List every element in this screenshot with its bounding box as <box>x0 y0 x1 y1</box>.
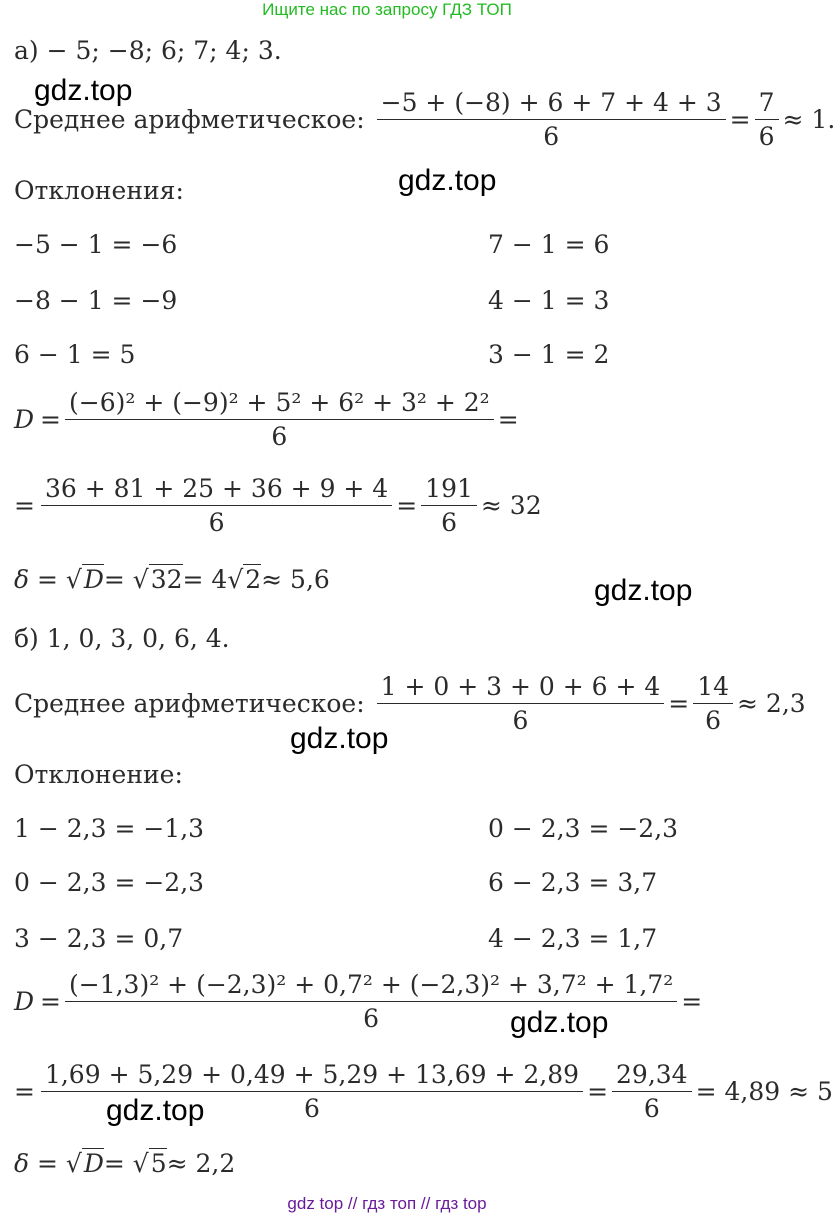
mean-result-numerator: 14 <box>697 672 730 701</box>
equals-sign: = <box>14 491 35 520</box>
top-banner: Ищите нас по запросу ГДЗ ТОП <box>262 0 512 19</box>
mean-numerator: 1 + 0 + 3 + 0 + 6 + 4 <box>380 672 661 701</box>
dispersion-denominator: 6 <box>65 1001 677 1033</box>
mean-fraction <box>379 672 663 735</box>
equals-sign: = <box>681 987 703 1016</box>
dispersion-sum-numerator: 1,69 + 5,29 + 0,49 + 5,29 + 13,69 + 2,89 <box>44 1060 580 1089</box>
part-a-header: а) − 5; −8; 6; 7; 4; 3. <box>14 36 282 65</box>
equals-sign: = <box>40 405 61 434</box>
part-a-mean-row <box>14 88 835 151</box>
part-a-dispersion-row <box>14 388 525 451</box>
dev-a-left-3: 6 − 1 = 5 <box>14 340 136 369</box>
mean-result-fraction <box>695 672 731 735</box>
mean-result-numerator: 7 <box>758 88 775 117</box>
watermark: gdz.top <box>398 164 497 197</box>
dev-a-right-2: 4 − 1 = 3 <box>488 286 610 315</box>
part-b-mean-row <box>14 672 806 735</box>
watermark: gdz.top <box>34 74 133 107</box>
dispersion-symbol: D <box>14 987 35 1016</box>
dispersion-result-numerator: 191 <box>425 474 473 503</box>
bottom-banner: gdz top // гдз топ // гдз top <box>287 1194 487 1213</box>
delta-mid: = √ <box>103 564 149 594</box>
dev-b-left-1: 1 − 2,3 = −1,3 <box>14 814 205 843</box>
watermark: gdz.top <box>290 722 389 755</box>
mean-label: Среднее арифметическое: <box>14 105 365 134</box>
dispersion-result-fraction <box>423 474 475 537</box>
sqrt-32: 32 <box>150 565 183 594</box>
sqrt-5: 5 <box>150 1149 167 1178</box>
dispersion-approx: = 4,89 ≈ 5 <box>695 1077 833 1106</box>
dispersion-symbol: D <box>14 405 35 434</box>
dev-a-left-1: −5 − 1 = −6 <box>14 230 178 259</box>
delta-mid2: = 4√ <box>182 564 244 594</box>
part-a-deviation-row <box>14 564 330 594</box>
dev-b-right-1: 0 − 2,3 = −2,3 <box>488 814 679 843</box>
delta-prefix: δ = √ <box>14 1148 82 1178</box>
mean-result-fraction <box>757 88 777 151</box>
dev-b-right-2: 6 − 2,3 = 3,7 <box>488 868 658 897</box>
mean-approx: ≈ 1. <box>782 105 835 134</box>
dispersion-denominator: 6 <box>65 419 494 451</box>
watermark: gdz.top <box>510 1006 609 1039</box>
dev-a-right-1: 7 − 1 = 6 <box>488 230 610 259</box>
equals-sign: = <box>587 1077 609 1106</box>
equals-sign: = <box>396 491 418 520</box>
sqrt-d: D <box>83 565 104 594</box>
dispersion-fraction <box>67 388 492 451</box>
equals-sign: = <box>729 105 751 134</box>
dispersion-approx: ≈ 32 <box>480 491 542 520</box>
mean-result-denominator: 6 <box>755 119 779 151</box>
part-a-dispersion-row-2 <box>14 474 542 537</box>
part-b-header: б) 1, 0, 3, 0, 6, 4. <box>14 624 230 653</box>
dispersion-result-denominator: 6 <box>421 505 477 537</box>
dispersion-sum-fraction <box>43 474 390 537</box>
delta-result: ≈ 5,6 <box>261 564 330 594</box>
mean-denominator: 6 <box>377 119 726 151</box>
dispersion-numerator: (−1,3)² + (−2,3)² + 0,7² + (−2,3)² + 3,7² + 1,7² <box>69 970 674 999</box>
part-a-deviation-label: Отклонения: <box>14 176 184 205</box>
dispersion-sum-denominator: 6 <box>41 505 392 537</box>
dispersion-sum-denominator: 6 <box>41 1091 583 1123</box>
sqrt-2: 2 <box>245 565 262 594</box>
dispersion-sum-numerator: 36 + 81 + 25 + 36 + 9 + 4 <box>44 474 389 503</box>
equals-sign: = <box>497 405 519 434</box>
mean-denominator: 6 <box>377 703 665 735</box>
dev-a-right-3: 3 − 1 = 2 <box>488 340 610 369</box>
dispersion-numerator: (−6)² + (−9)² + 5² + 6² + 3² + 2² <box>69 388 490 417</box>
equals-sign: = <box>14 1077 35 1106</box>
dev-a-left-2: −8 − 1 = −9 <box>14 286 178 315</box>
part-b-deviation-label: Отклонение: <box>14 760 183 789</box>
delta-prefix: δ = √ <box>14 564 82 594</box>
sqrt-d: D <box>83 1149 104 1178</box>
watermark: gdz.top <box>106 1094 205 1127</box>
equals-sign: = <box>668 689 690 718</box>
dev-b-left-3: 3 − 2,3 = 0,7 <box>14 924 184 953</box>
mean-fraction <box>379 88 724 151</box>
dispersion-result-fraction <box>614 1060 690 1123</box>
part-b-deviation-row <box>14 1148 235 1178</box>
dev-b-right-3: 4 − 2,3 = 1,7 <box>488 924 658 953</box>
delta-result: ≈ 2,2 <box>166 1148 236 1178</box>
dispersion-result-denominator: 6 <box>612 1091 692 1123</box>
mean-label: Среднее арифметическое: <box>14 689 365 718</box>
equals-sign: = <box>40 987 61 1016</box>
mean-approx: ≈ 2,3 <box>737 689 806 718</box>
watermark: gdz.top <box>594 574 693 607</box>
delta-mid: = √ <box>103 1148 149 1178</box>
mean-numerator: −5 + (−8) + 6 + 7 + 4 + 3 <box>380 88 722 117</box>
dev-b-left-2: 0 − 2,3 = −2,3 <box>14 868 205 897</box>
dispersion-result-numerator: 29,34 <box>616 1060 688 1089</box>
mean-result-denominator: 6 <box>693 703 733 735</box>
